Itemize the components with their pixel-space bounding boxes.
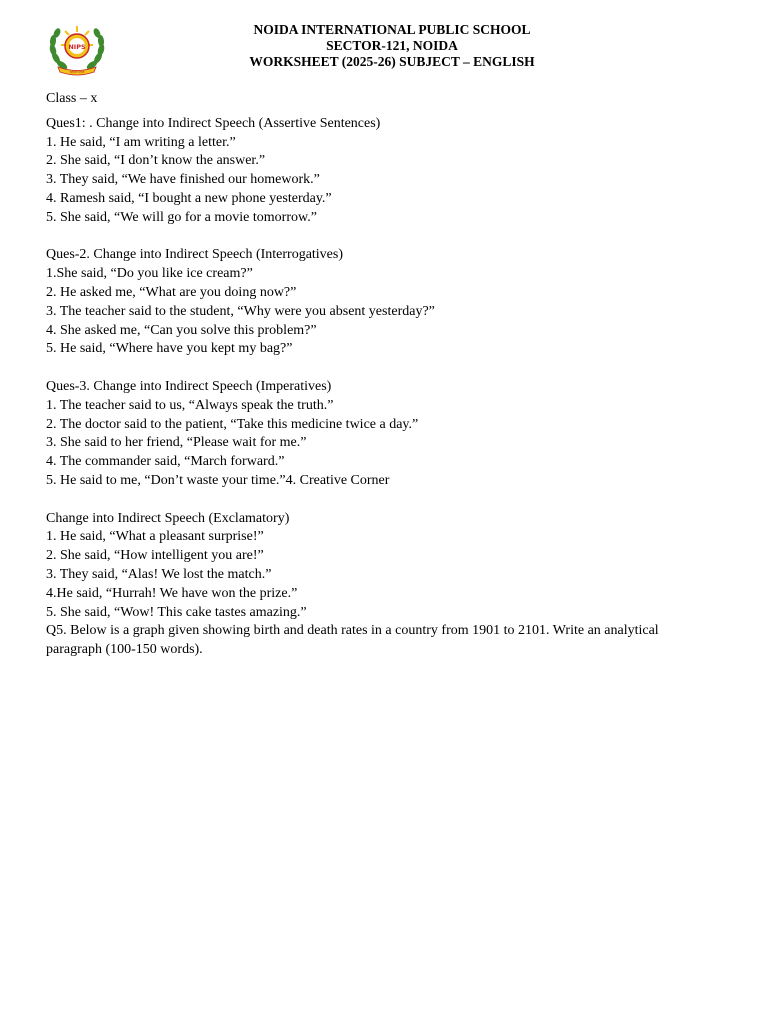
- question-item: 3. They said, “We have finished our homework.”: [46, 172, 320, 188]
- logo-motto: सत्यमेव जयते: [69, 70, 85, 74]
- worksheet-title: WORKSHEET (2025-26) SUBJECT – ENGLISH: [249, 54, 535, 69]
- question-item: 3. She said to her friend, “Please wait for me.”: [46, 435, 307, 451]
- question-item: 2. She said, “I don’t know the answer.”: [46, 153, 266, 169]
- school-address: SECTOR-121, NOIDA: [326, 38, 458, 53]
- question-item: 5. He said to me, “Don’t waste your time.”4. Creative Corner: [46, 472, 390, 488]
- section-interrogatives: [46, 246, 726, 359]
- question-item: 1. He said, “I am writing a letter.”: [46, 134, 236, 150]
- question-item: 4. Ramesh said, “I bought a new phone yesterday.”: [46, 190, 332, 206]
- question-item: 2. He asked me, “What are you doing now?”: [46, 284, 297, 300]
- question-item: 1. The teacher said to us, “Always speak the truth.”: [46, 397, 334, 413]
- section-title: Ques-3. Change into Indirect Speech (Imperatives): [46, 378, 332, 394]
- question-item: 1.She said, “Do you like ice cream?”: [46, 266, 253, 282]
- section-exclamatory: [46, 510, 726, 623]
- section-imperatives: [46, 378, 726, 491]
- question-item: 5. She said, “Wow! This cake tastes amazing.”: [46, 604, 307, 620]
- school-name: NOIDA INTERNATIONAL PUBLIC SCHOOL: [253, 22, 531, 37]
- question-item: 4. The commander said, “March forward.”: [46, 454, 285, 470]
- question-item: 4. She asked me, “Can you solve this problem?”: [46, 322, 317, 338]
- worksheet-content: [46, 90, 726, 660]
- class-label: Class – x: [46, 91, 98, 106]
- section-title: Change into Indirect Speech (Exclamatory): [46, 510, 290, 526]
- worksheet-header: [150, 22, 634, 70]
- question-item: 1. He said, “What a pleasant surprise!”: [46, 529, 264, 545]
- question-item: 2. The doctor said to the patient, “Take this medicine twice a day.”: [46, 416, 419, 432]
- question-item: 5. He said, “Where have you kept my bag?”: [46, 341, 293, 357]
- question-5: Q5. Below is a graph given showing birth and death rates in a country from 1901 to 2101. Write an analytical paragraph (100-150 words).: [46, 623, 659, 658]
- question-item: 3. The teacher said to the student, “Why were you absent yesterday?”: [46, 303, 435, 319]
- question-item: 2. She said, “How intelligent you are!”: [46, 548, 264, 564]
- section-title: Ques-2. Change into Indirect Speech (Interrogatives): [46, 247, 344, 263]
- school-logo: [44, 22, 110, 78]
- logo-text: NIPS: [68, 43, 86, 51]
- question-item: 4.He said, “Hurrah! We have won the prize.”: [46, 585, 298, 601]
- question-item: 5. She said, “We will go for a movie tomorrow.”: [46, 209, 317, 225]
- section-title: Ques1: . Change into Indirect Speech (Assertive Sentences): [46, 115, 381, 131]
- question-item: 3. They said, “Alas! We lost the match.”: [46, 566, 272, 582]
- section-assertive: [46, 115, 726, 228]
